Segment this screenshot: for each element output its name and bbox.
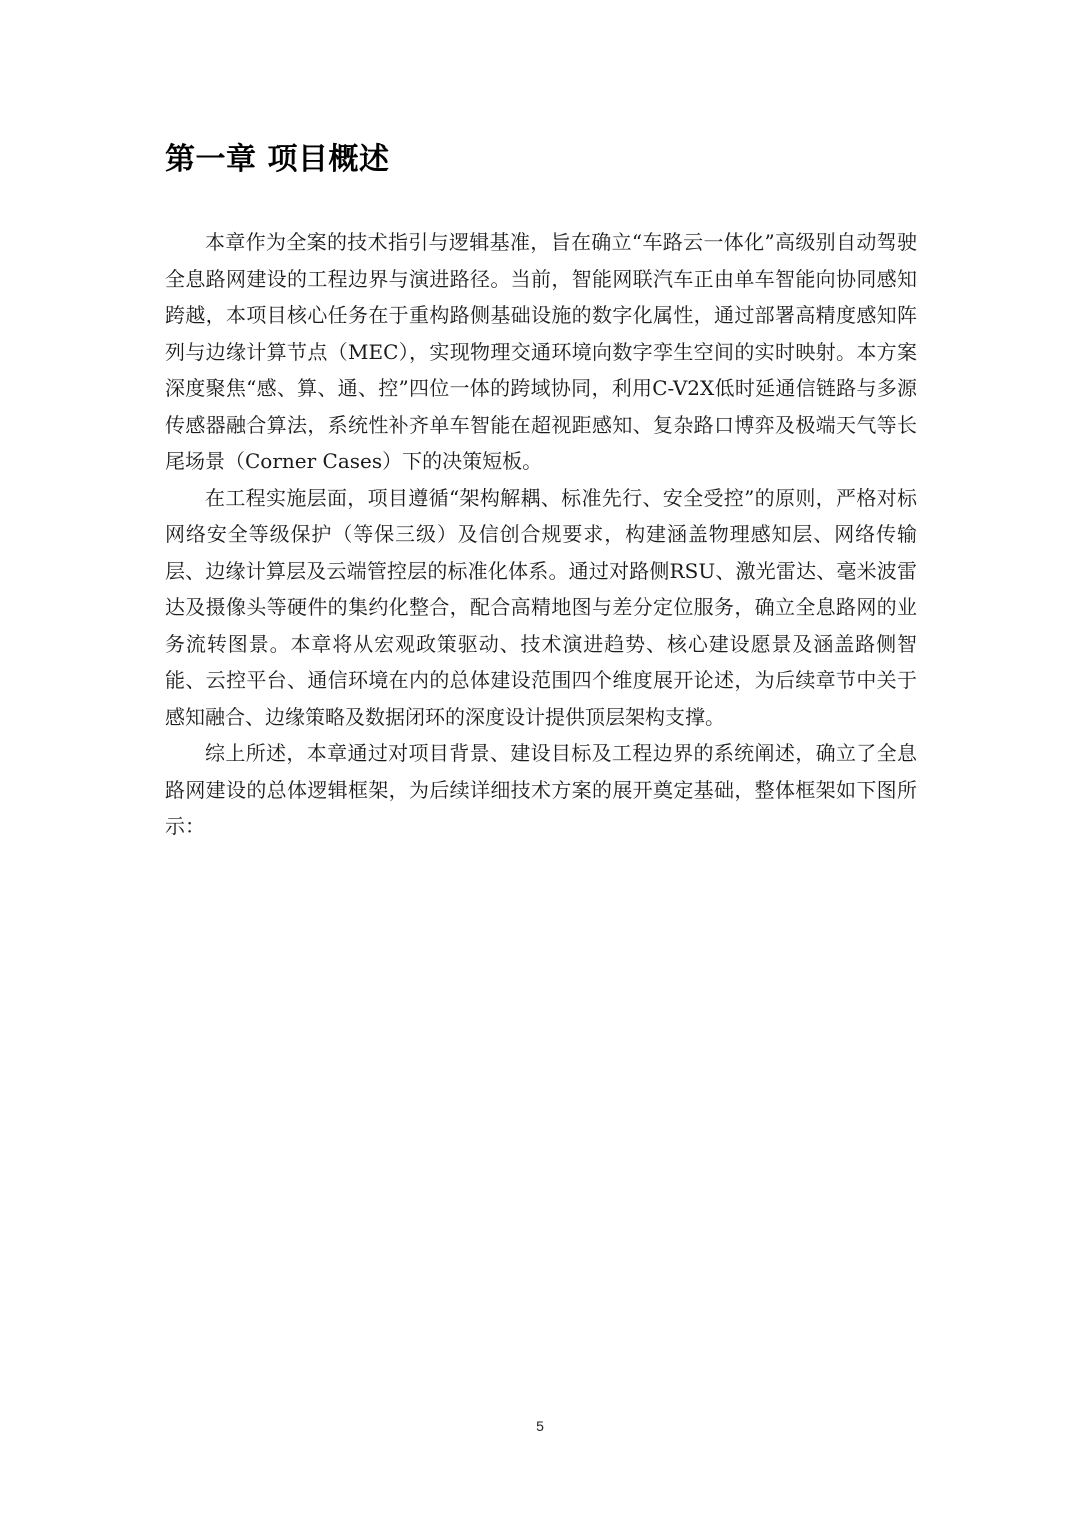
paragraph-intro: 本章作为全案的技术指引与逻辑基准，旨在确立“车路云一体化”高级别自动驾驶全息路网建设的工程边界与演进路径。当前，智能网联汽车正由单车智能向协同感知跨越，本项目核心任务在于重构路侧基础设施的数字化属性，通过部署高精度感知阵列与边缘计算节点（MEC），实现物理交通环境向数字孪生空间的实时映射。本方案深度聚焦“感、算、通、控”四位一体的跨域协同，利用C-V2X低时延通信链路与多源传感器融合算法，系统性补齐单车智能在超视距感知、复杂路口博弈及极端天气等长尾场景（Corner Cases）下的决策短板。	[165, 230, 917, 473]
paragraph-engineering: 在工程实施层面，项目遵循“架构解耦、标准先行、安全受控”的原则，严格对标网络安全等级保护（等保三级）及信创合规要求，构建涵盖物理感知层、网络传输层、边缘计算层及云端管控层的标准化体系。通过对路侧RSU、激光雷达、毫米波雷达及摄像头等硬件的集约化整合，配合高精地图与差分定位服务，确立全息路网的业务流转图景。本章将从宏观政策驱动、技术演进趋势、核心建设愿景及涵盖路侧智能、云控平台、通信环境在内的总体建设范围四个维度展开论述，为后续章节中关于感知融合、边缘策略及数据闭环的深度设计提供顶层架构支撑。	[165, 485, 917, 729]
chapter-body	[165, 224, 917, 845]
chapter-title: 第一章 项目概述	[165, 142, 390, 177]
page-number: 5	[536, 1418, 544, 1434]
paragraph-summary: 综上所述，本章通过对项目背景、建设目标及工程边界的系统阐述，确立了全息路网建设的总体逻辑框架，为后续详细技术方案的展开奠定基础，整体框架如下图所示：	[165, 741, 917, 838]
